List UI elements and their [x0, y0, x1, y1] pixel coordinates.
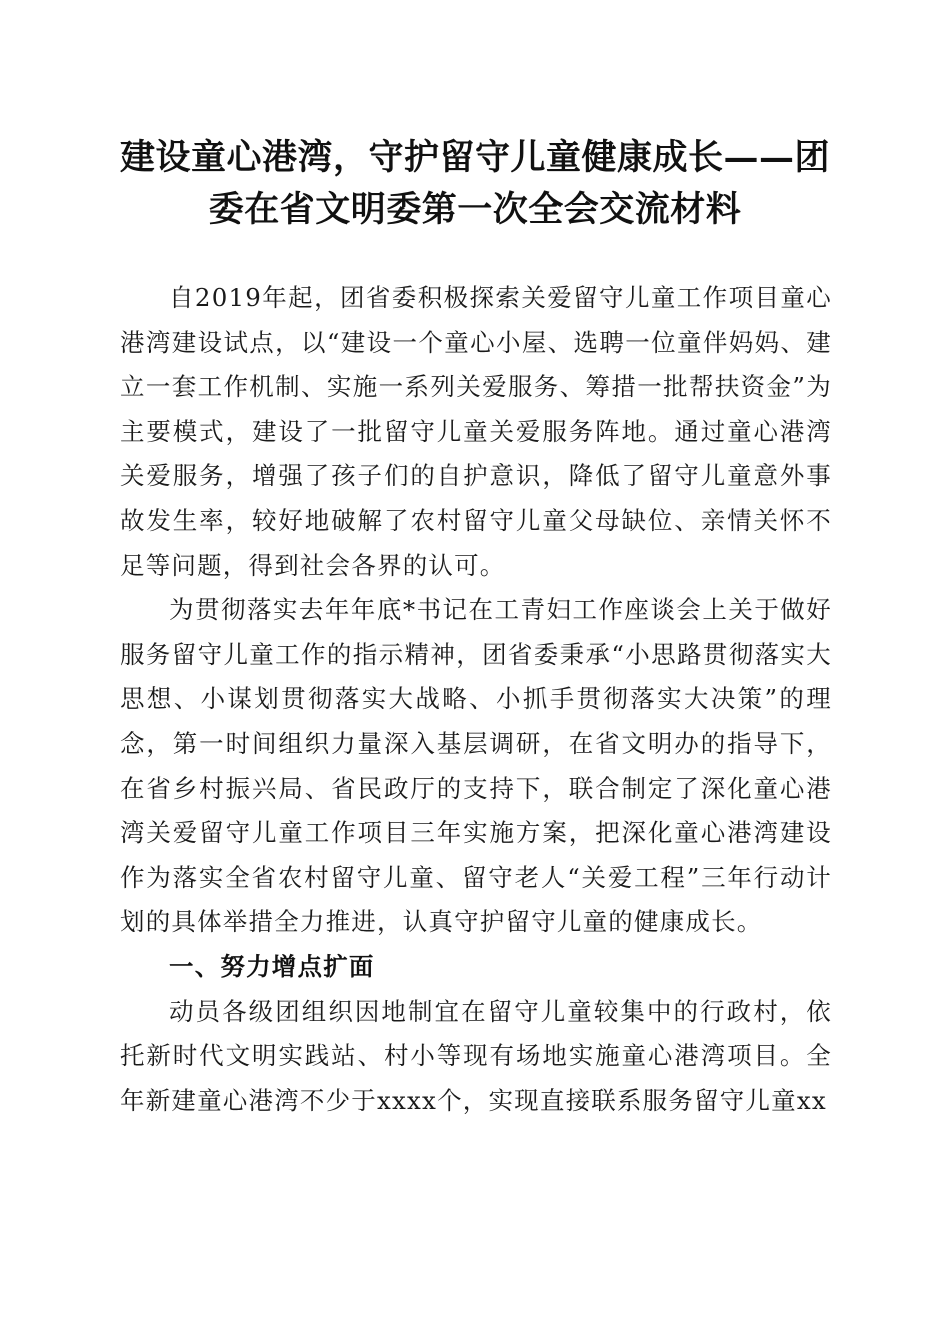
paragraph-background: 为贯彻落实去年年底*书记在工青妇工作座谈会上关于做好服务留守儿童工作的指示精神，团省委秉承“小思路贯彻落实大思想、小谋划贯彻落实大战略、小抓手贯彻落实大决策”的理念，第一时间组织力量深入基层调研，在省文明办的指导下，在省乡村振兴局、省民政厅的支持下，联合制定了深化童心港湾关爱留守儿童工作项目三年实施方案，把深化童心港湾建设作为落实全省农村留守儿童、留守老人“关爱工程”三年行动计划的具体举措全力推进，认真守护留守儿童的健康成长。 [120, 595, 832, 937]
paragraph-section-1: 动员各级团组织因地制宜在留守儿童较集中的行政村，依托新时代文明实践站、村小等现有场地实施童心港湾项目。全年新建童心港湾不少于xxxx个，实现直接联系服务留守儿童xx [120, 996, 832, 1115]
section-heading: 一、努力增点扩面 [169, 951, 375, 981]
paragraph-intro: 自2019年起，团省委积极探索关爱留守儿童工作项目童心港湾建设试点，以“建设一个童心小屋、选聘一位童伴妈妈、建立一套工作机制、实施一系列关爱服务、筹措一批帮扶资金”为主要模式，建设了一批留守儿童关爱服务阵地。通过童心港湾关爱服务，增强了孩子们的自护意识，降低了留守儿童意外事故发生率，较好地破解了农村留守儿童父母缺位、亲情关怀不足等问题，得到社会各界的认可。 [120, 283, 832, 580]
document-body [120, 276, 832, 1123]
document-title: 建设童心港湾，守护留守儿童健康成长——团委在省文明委第一次全会交流材料 [119, 137, 830, 230]
